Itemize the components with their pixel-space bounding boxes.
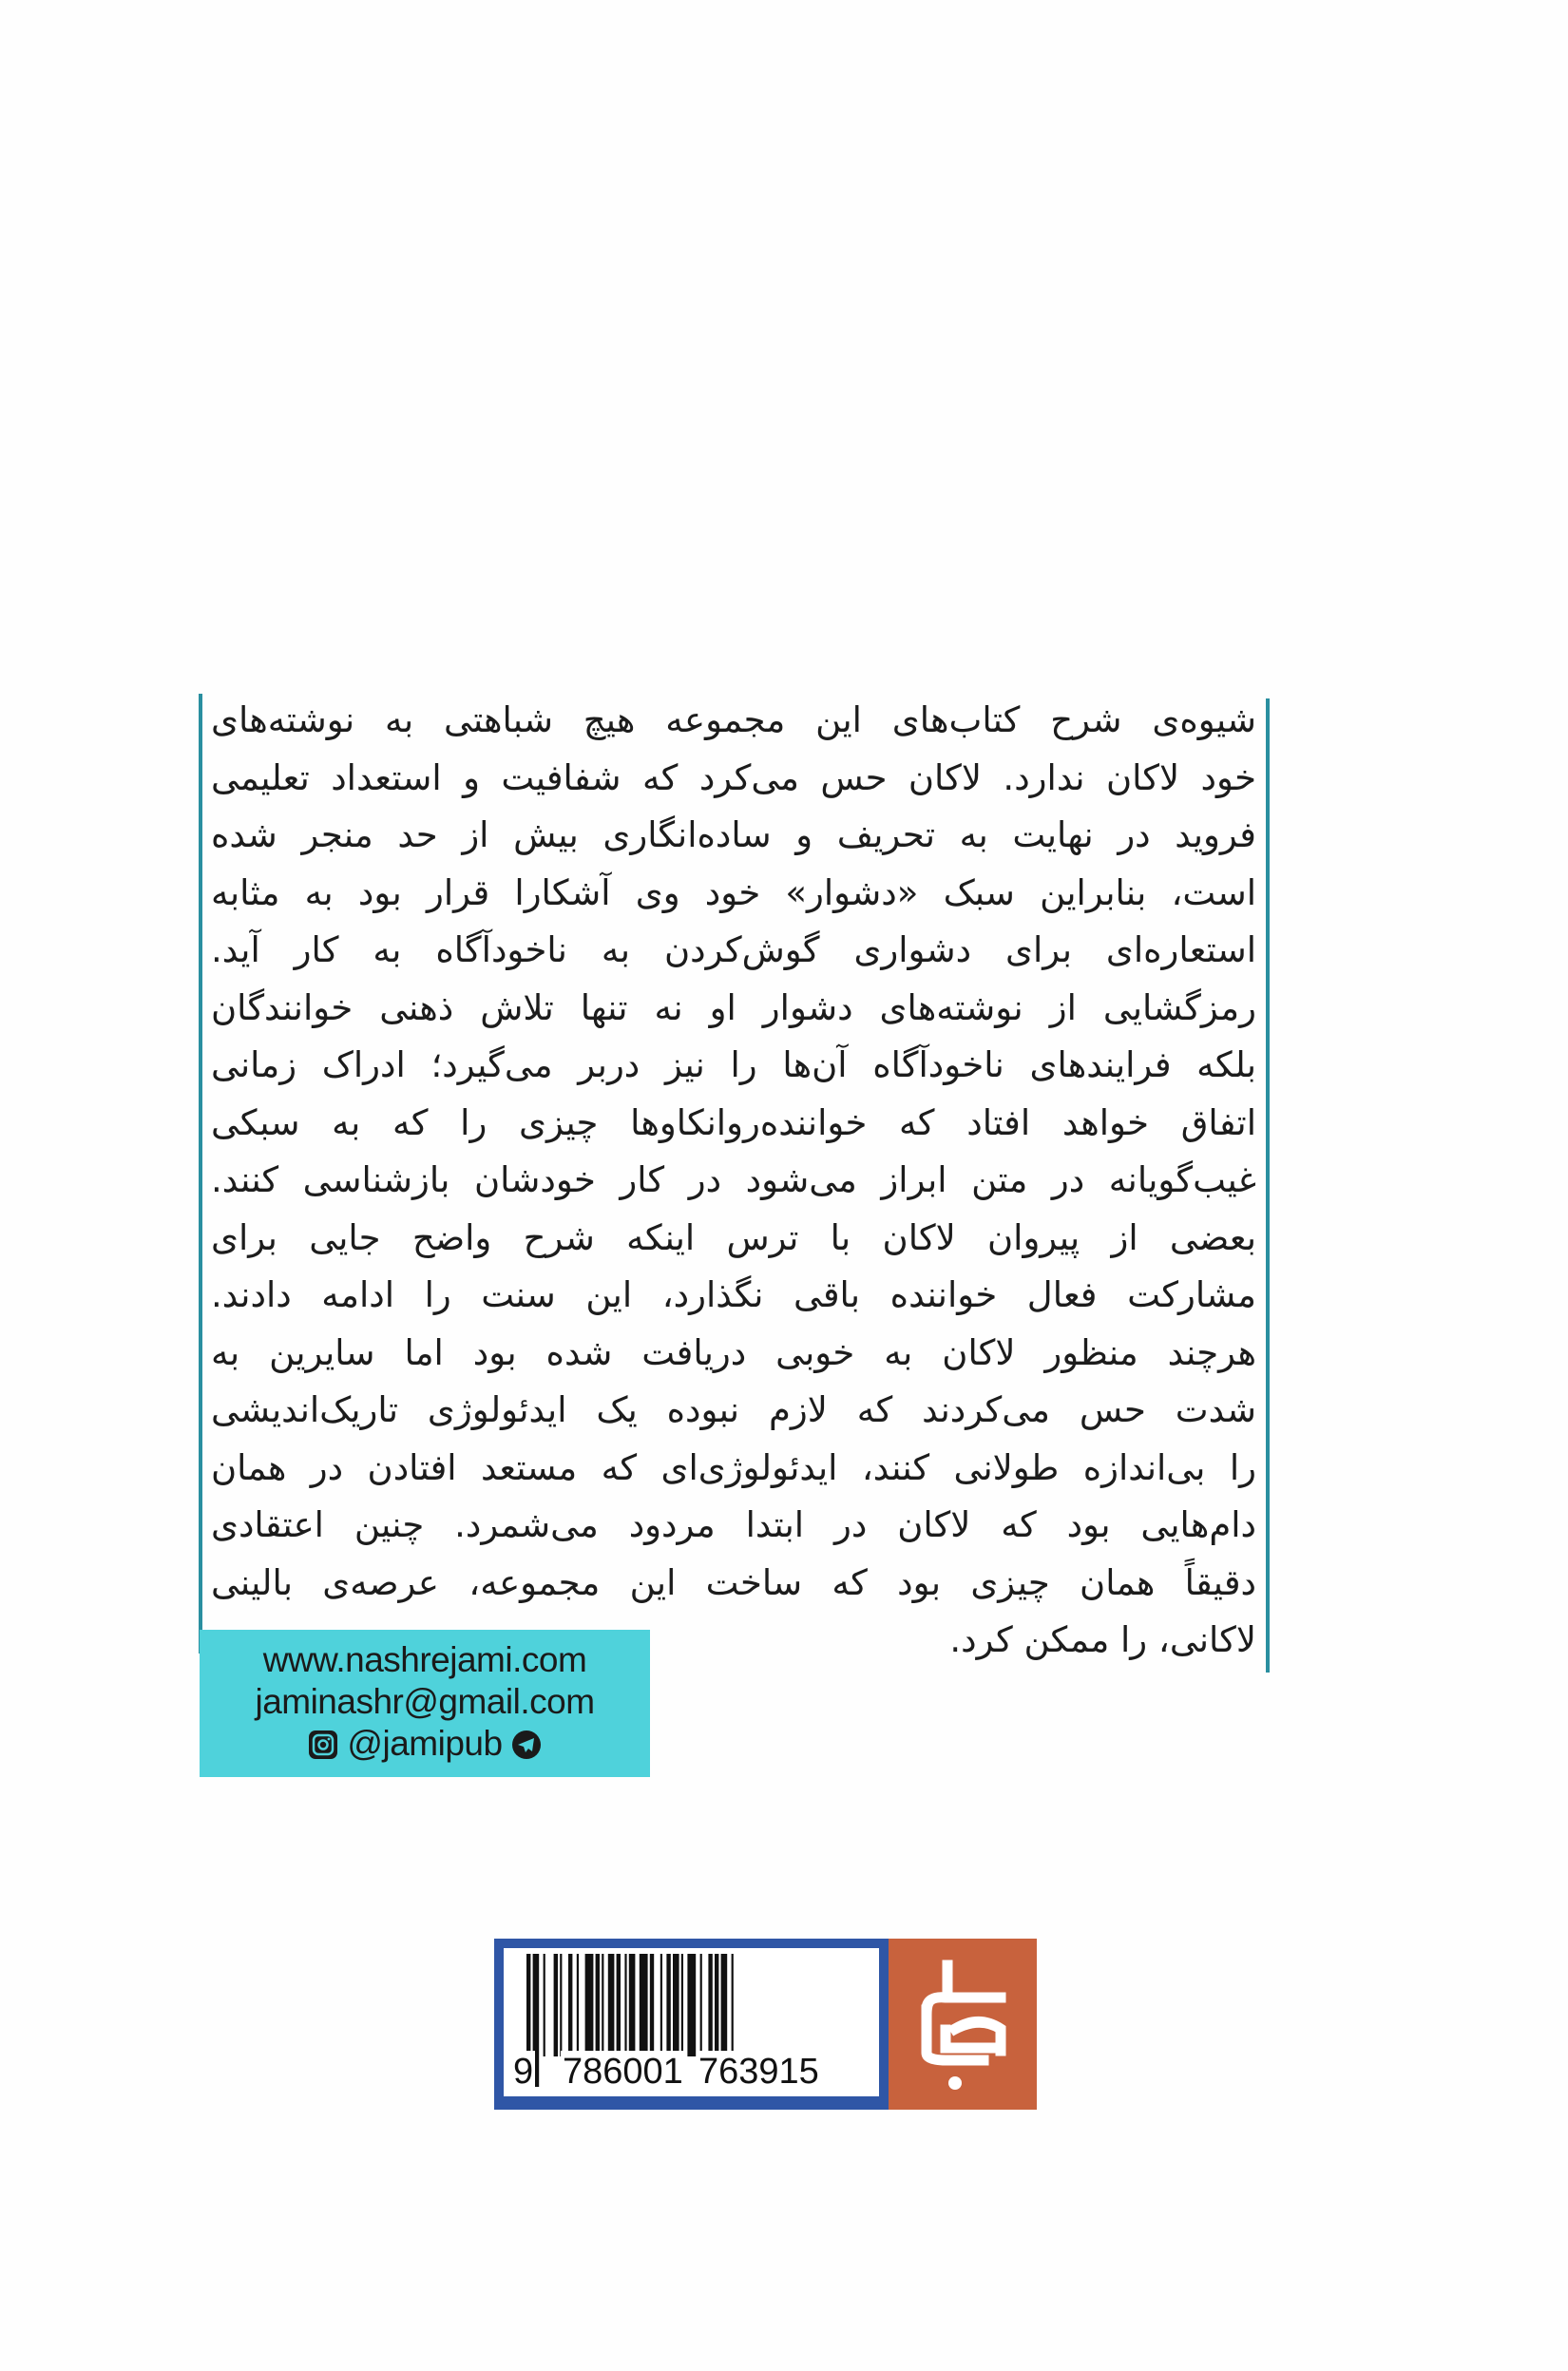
blurb-line: است، بنابراین سبک «دشوار» خود وی آشکارا قرار بود به مثابه <box>211 871 1256 913</box>
barcode-bar <box>660 1954 662 2056</box>
blurb-line: رمزگشایی از نوشته‌های دشوار او نه تنها تلاش ذهنی خوانندگان <box>211 986 1256 1028</box>
barcode-bar <box>673 1954 679 2056</box>
blurb-line: دام‌هایی بود که لاکان در ابتدا مردود می‌شمرد. چنین اعتقادی <box>211 1504 1256 1545</box>
blurb-text <box>211 692 1256 1670</box>
blurb-line: اتفاق خواهد افتاد که خواننده‌روانکاوها چیزی را که به سبکی <box>211 1101 1256 1143</box>
barcode-bar <box>721 1954 728 2056</box>
blurb-line: بلکه فرایندهای ناخودآگاه آن‌ها را نیز دربر می‌گیرد؛ ادراک زمانی <box>211 1044 1256 1085</box>
blurb-line: استعاره‌ای برای دشواری گوش‌کردن به ناخودآگاه به کار آید. <box>211 929 1256 970</box>
barcode-bar <box>681 1954 683 2056</box>
blurb-line: شدت حس می‌کردند که لازم نبوده یک ایدئولوژی تاریک‌اندیشی <box>211 1389 1256 1430</box>
barcode-bar <box>687 1954 696 2056</box>
barcode-bar <box>617 1954 621 2056</box>
barcode-bar <box>608 1954 615 2056</box>
barcode-bar <box>602 1954 603 2056</box>
barcode-bar <box>640 1954 648 2056</box>
isbn-right-group: 763915 <box>698 2052 819 2092</box>
barcode-bar <box>624 1954 626 2056</box>
barcode-bar <box>666 1954 670 2056</box>
barcode-bar <box>568 1954 572 2056</box>
barcode-bar <box>560 1954 562 2056</box>
barcode-bar <box>544 1954 545 2056</box>
jami-logo-icon <box>889 1939 1037 2110</box>
blurb-line: شیوه‌ی شرح کتاب‌های این مجموعه هیچ شباهتی به نوشته‌های <box>211 699 1256 740</box>
barcode-bar <box>577 1954 579 2056</box>
blurb-line: لاکانی، را ممکن کرد. <box>949 1619 1256 1660</box>
isbn-first-digit: 9 <box>513 2052 534 2092</box>
blurb-line: مشارکت فعال خواننده باقی نگذارد، این سنت را ادامه دادند. <box>211 1274 1256 1315</box>
blurb-line: بعضی از پیروان لاکان با ترس اینکه شرح واضح جایی برای <box>211 1216 1256 1258</box>
publisher-logo <box>889 1939 1037 2110</box>
barcode-bar <box>585 1954 594 2056</box>
barcode-bar <box>700 1954 702 2056</box>
left-rule <box>199 694 202 1654</box>
isbn-number <box>504 2051 879 2094</box>
contact-box <box>200 1630 650 1777</box>
barcode-bar <box>596 1954 600 2056</box>
telegram-icon <box>511 1730 542 1760</box>
isbn-barcode <box>494 1939 889 2110</box>
isbn-left-group: 786001 <box>563 2052 683 2092</box>
social-handle <box>200 1723 650 1765</box>
blurb-line: را بی‌اندازه طولانی کنند، ایدئولوژی‌ای که مستعد افتادن در همان <box>211 1446 1256 1488</box>
right-rule <box>1266 698 1270 1673</box>
barcode-bar <box>715 1954 718 2056</box>
barcode-bar <box>554 1954 558 2056</box>
website-link[interactable]: www.nashrejami.com <box>262 1640 587 1679</box>
social-handle-text[interactable]: @jamipub <box>347 1724 503 1763</box>
barcode-bar <box>708 1954 712 2056</box>
blurb-line: دقیقاً همان چیزی بود که ساخت این مجموعه، عرصه‌ی بالینی <box>211 1561 1256 1603</box>
blurb-line: غیب‌گویانه در متن ابراز می‌شود در کار خودشان بازشناسی کنند. <box>211 1159 1256 1200</box>
barcode-bar <box>650 1954 654 2056</box>
email-link[interactable]: jaminashr@gmail.com <box>255 1682 595 1721</box>
blurb-line: خود لاکان ندارد. لاکان حس می‌کرد که شفافیت و استعداد تعلیمی <box>211 756 1256 798</box>
blurb-line: هرچند منظور لاکان به خوبی دریافت شده بود اما سایرین به <box>211 1331 1256 1373</box>
instagram-icon <box>308 1730 338 1760</box>
blurb-line: فروید در نهایت به تحریف و ساده‌انگاری بیش از حد منجر شده <box>211 814 1256 855</box>
